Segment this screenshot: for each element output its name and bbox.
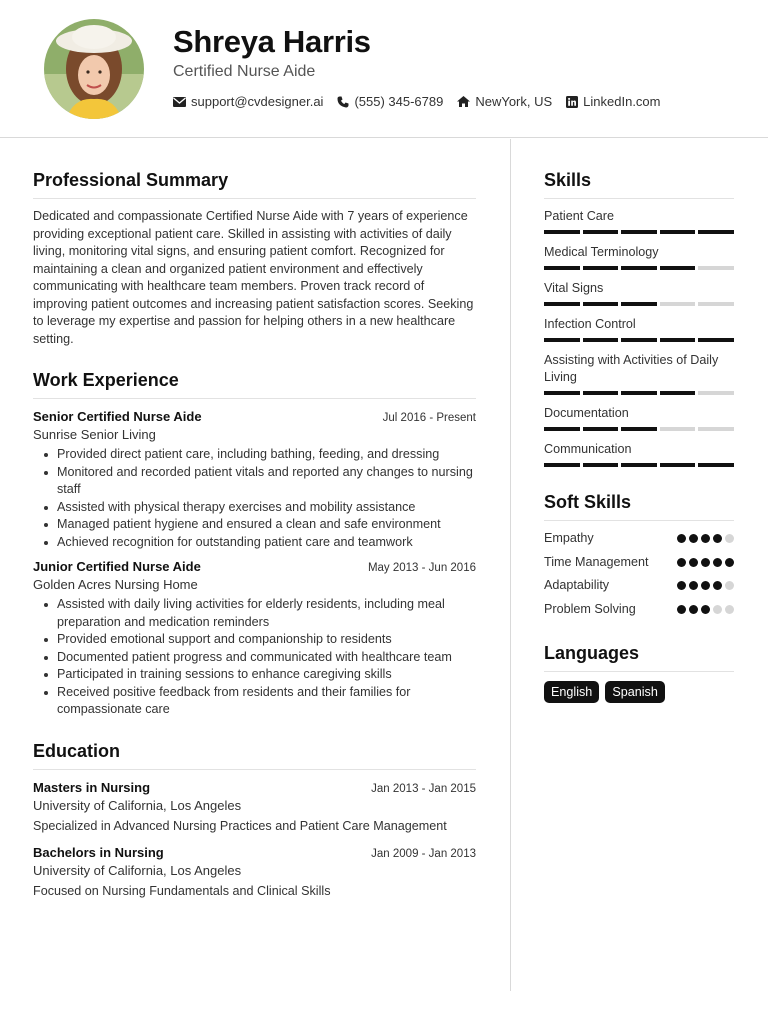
rating-dot	[713, 534, 722, 543]
soft-skill-item	[544, 530, 734, 548]
degree-title: Masters in Nursing	[33, 779, 151, 795]
skill-name: Communication	[544, 442, 632, 456]
skill-name: Medical Terminology	[544, 245, 659, 259]
rating-segment	[621, 302, 657, 306]
rating-segment	[621, 463, 657, 467]
list-item: Assisted with daily living activities for elderly residents, including meal preparation and medication reminders	[33, 596, 476, 631]
rating-dot	[701, 534, 710, 543]
rating-dot	[713, 605, 722, 614]
skill-item	[544, 208, 734, 234]
job-entry	[33, 409, 476, 551]
rating-segment	[621, 230, 657, 234]
list-item: Achieved recognition for outstanding patient care and teamwork	[33, 534, 476, 552]
rating-segment	[660, 302, 696, 306]
rating-dot	[701, 605, 710, 614]
soft-skill-name: Time Management	[544, 554, 649, 569]
summary-section	[33, 170, 476, 348]
rating-segment	[583, 391, 619, 395]
rating-dot	[701, 558, 710, 567]
education-entry	[33, 780, 476, 833]
rating-segment	[660, 391, 696, 395]
list-item: Managed patient hygiene and ensured a clean and safe environment	[33, 516, 476, 534]
rating-segment	[698, 302, 734, 306]
languages-section	[544, 643, 734, 703]
candidate-name: Shreya Harris	[173, 24, 371, 59]
rating-segment	[583, 427, 619, 431]
home-icon	[457, 96, 470, 107]
rating-segment	[660, 338, 696, 342]
skill-item	[544, 280, 734, 306]
work-heading: Work Experience	[33, 370, 476, 399]
soft-skill-name: Empathy	[544, 531, 594, 545]
skill-name: Patient Care	[544, 209, 615, 223]
rating-segment	[621, 391, 657, 395]
soft-skills-heading: Soft Skills	[544, 492, 734, 521]
rating-segment	[621, 266, 657, 270]
rating-dot	[689, 581, 698, 590]
rating-dot	[677, 558, 686, 567]
skill-rating-bar	[544, 230, 734, 234]
rating-dot	[689, 558, 698, 567]
languages-heading: Languages	[544, 643, 734, 672]
skill-item	[544, 441, 734, 467]
list-item: Documented patient progress and communicated with healthcare team	[33, 649, 476, 667]
sidebar-column	[544, 170, 734, 703]
rating-dot	[725, 581, 734, 590]
degree-title: Bachelors in Nursing	[33, 844, 164, 860]
main-column	[33, 170, 476, 906]
list-item: Provided emotional support and companionship to residents	[33, 631, 476, 649]
languages-list	[544, 681, 734, 703]
rating-segment	[660, 266, 696, 270]
education-heading: Education	[33, 741, 476, 770]
rating-segment	[621, 427, 657, 431]
profile-photo	[44, 19, 144, 119]
list-item: Provided direct patient care, including bathing, feeding, and dressing	[33, 446, 476, 464]
rating-segment	[583, 338, 619, 342]
location-text: NewYork, US	[475, 94, 553, 109]
rating-segment	[583, 463, 619, 467]
summary-heading: Professional Summary	[33, 170, 476, 199]
rating-dot	[725, 558, 734, 567]
skill-name: Infection Control	[544, 317, 636, 331]
job-date: May 2013 - Jun 2016	[367, 562, 476, 574]
list-item: Received positive feedback from residents and their families for compassionate care	[33, 684, 476, 719]
work-section	[33, 370, 476, 719]
education-section	[33, 741, 476, 898]
contact-bar	[173, 94, 675, 109]
school-name: University of California, Los Angeles	[33, 797, 242, 813]
rating-segment	[621, 338, 657, 342]
rating-segment	[698, 391, 734, 395]
rating-segment	[698, 266, 734, 270]
rating-dot	[713, 558, 722, 567]
rating-segment	[583, 302, 619, 306]
summary-text: Dedicated and compassionate Certified Nurse Aide with 7 years of experience providing exceptional patient care. Skilled in assisting with activities of daily living, monitoring vital signs, and ensuring patient comfort. Recognized for maintaining a clean and organized patient environment and effectively communicating with healthcare team members. Proven track record of improving patient outcomes and increasing patient satisfaction scores. Seeking to leverage my expertise and passion for helping others in a new healthcare setting.	[33, 209, 474, 346]
linkedin-icon	[566, 96, 578, 108]
job-title: Junior Certified Nurse Aide	[33, 559, 201, 574]
rating-segment	[698, 230, 734, 234]
skill-item	[544, 244, 734, 270]
education-entry	[33, 845, 476, 898]
soft-skill-item	[544, 577, 734, 595]
skill-name: Vital Signs	[544, 281, 604, 295]
school-name: University of California, Los Angeles	[33, 862, 242, 878]
skill-rating-bar	[544, 463, 734, 467]
education-description: Focused on Nursing Fundamentals and Clinical Skills	[33, 883, 331, 898]
email-text: support@cvdesigner.ai	[191, 94, 324, 109]
job-bullets	[33, 446, 476, 551]
soft-skills-list	[544, 530, 734, 618]
soft-skill-rating	[677, 581, 734, 590]
rating-segment	[544, 338, 580, 342]
skill-item	[544, 405, 734, 431]
language-tag: Spanish	[605, 681, 665, 703]
candidate-title: Certified Nurse Aide	[173, 63, 316, 80]
job-employer: Golden Acres Nursing Home	[33, 577, 198, 592]
rating-segment	[544, 427, 580, 431]
skill-rating-bar	[544, 266, 734, 270]
column-divider	[510, 139, 511, 991]
skill-rating-bar	[544, 302, 734, 306]
rating-segment	[698, 427, 734, 431]
skills-list	[544, 208, 734, 467]
contact-email[interactable]	[173, 94, 323, 109]
rating-dot	[725, 605, 734, 614]
contact-location	[457, 94, 552, 109]
contact-phone[interactable]	[337, 94, 443, 109]
rating-segment	[583, 266, 619, 270]
education-date: Jan 2013 - Jan 2015	[371, 782, 476, 795]
list-item: Participated in training sessions to enhance caregiving skills	[33, 666, 476, 684]
contact-linkedin[interactable]	[566, 94, 660, 109]
rating-segment	[544, 230, 580, 234]
rating-dot	[677, 534, 686, 543]
rating-segment	[544, 463, 580, 467]
education-description: Specialized in Advanced Nursing Practices and Patient Care Management	[33, 818, 447, 833]
skills-section	[544, 170, 734, 467]
skill-rating-bar	[544, 427, 734, 431]
soft-skill-item	[544, 601, 734, 619]
job-title: Senior Certified Nurse Aide	[33, 409, 202, 424]
linkedin-text: LinkedIn.com	[583, 94, 661, 109]
language-tag: English	[544, 681, 599, 703]
soft-skill-name: Adaptability	[544, 578, 610, 592]
phone-text: (555) 345-6789	[354, 94, 444, 109]
soft-skill-item	[544, 554, 734, 572]
rating-segment	[544, 302, 580, 306]
rating-dot	[725, 534, 734, 543]
rating-segment	[544, 391, 580, 395]
rating-segment	[660, 463, 696, 467]
skill-name: Documentation	[544, 406, 629, 420]
skill-rating-bar	[544, 391, 734, 395]
skill-item	[544, 316, 734, 342]
rating-segment	[660, 230, 696, 234]
skill-item	[544, 352, 734, 395]
rating-segment	[583, 230, 619, 234]
job-date: Jul 2016 - Present	[382, 412, 476, 424]
education-date: Jan 2009 - Jan 2013	[371, 847, 476, 860]
soft-skill-name: Problem Solving	[544, 601, 636, 616]
soft-skill-rating	[677, 534, 734, 543]
rating-segment	[698, 463, 734, 467]
job-employer: Sunrise Senior Living	[33, 427, 156, 442]
soft-skill-rating	[677, 558, 734, 567]
skill-rating-bar	[544, 338, 734, 342]
list-item: Monitored and recorded patient vitals and reported any changes to nursing staff	[33, 464, 476, 499]
soft-skill-rating	[677, 605, 734, 614]
rating-dot	[689, 534, 698, 543]
rating-dot	[677, 605, 686, 614]
resume-header	[0, 0, 768, 138]
rating-dot	[689, 605, 698, 614]
rating-segment	[544, 266, 580, 270]
job-bullets	[33, 596, 476, 719]
rating-segment	[660, 427, 696, 431]
job-entry	[33, 559, 476, 719]
rating-dot	[677, 581, 686, 590]
rating-dot	[713, 581, 722, 590]
rating-dot	[701, 581, 710, 590]
skills-heading: Skills	[544, 170, 734, 199]
soft-skills-section	[544, 492, 734, 618]
skill-name: Assisting with Activities of Daily Living	[544, 353, 719, 384]
rating-segment	[698, 338, 734, 342]
phone-icon	[337, 96, 349, 108]
envelope-icon	[173, 97, 186, 107]
list-item: Assisted with physical therapy exercises and mobility assistance	[33, 499, 476, 517]
